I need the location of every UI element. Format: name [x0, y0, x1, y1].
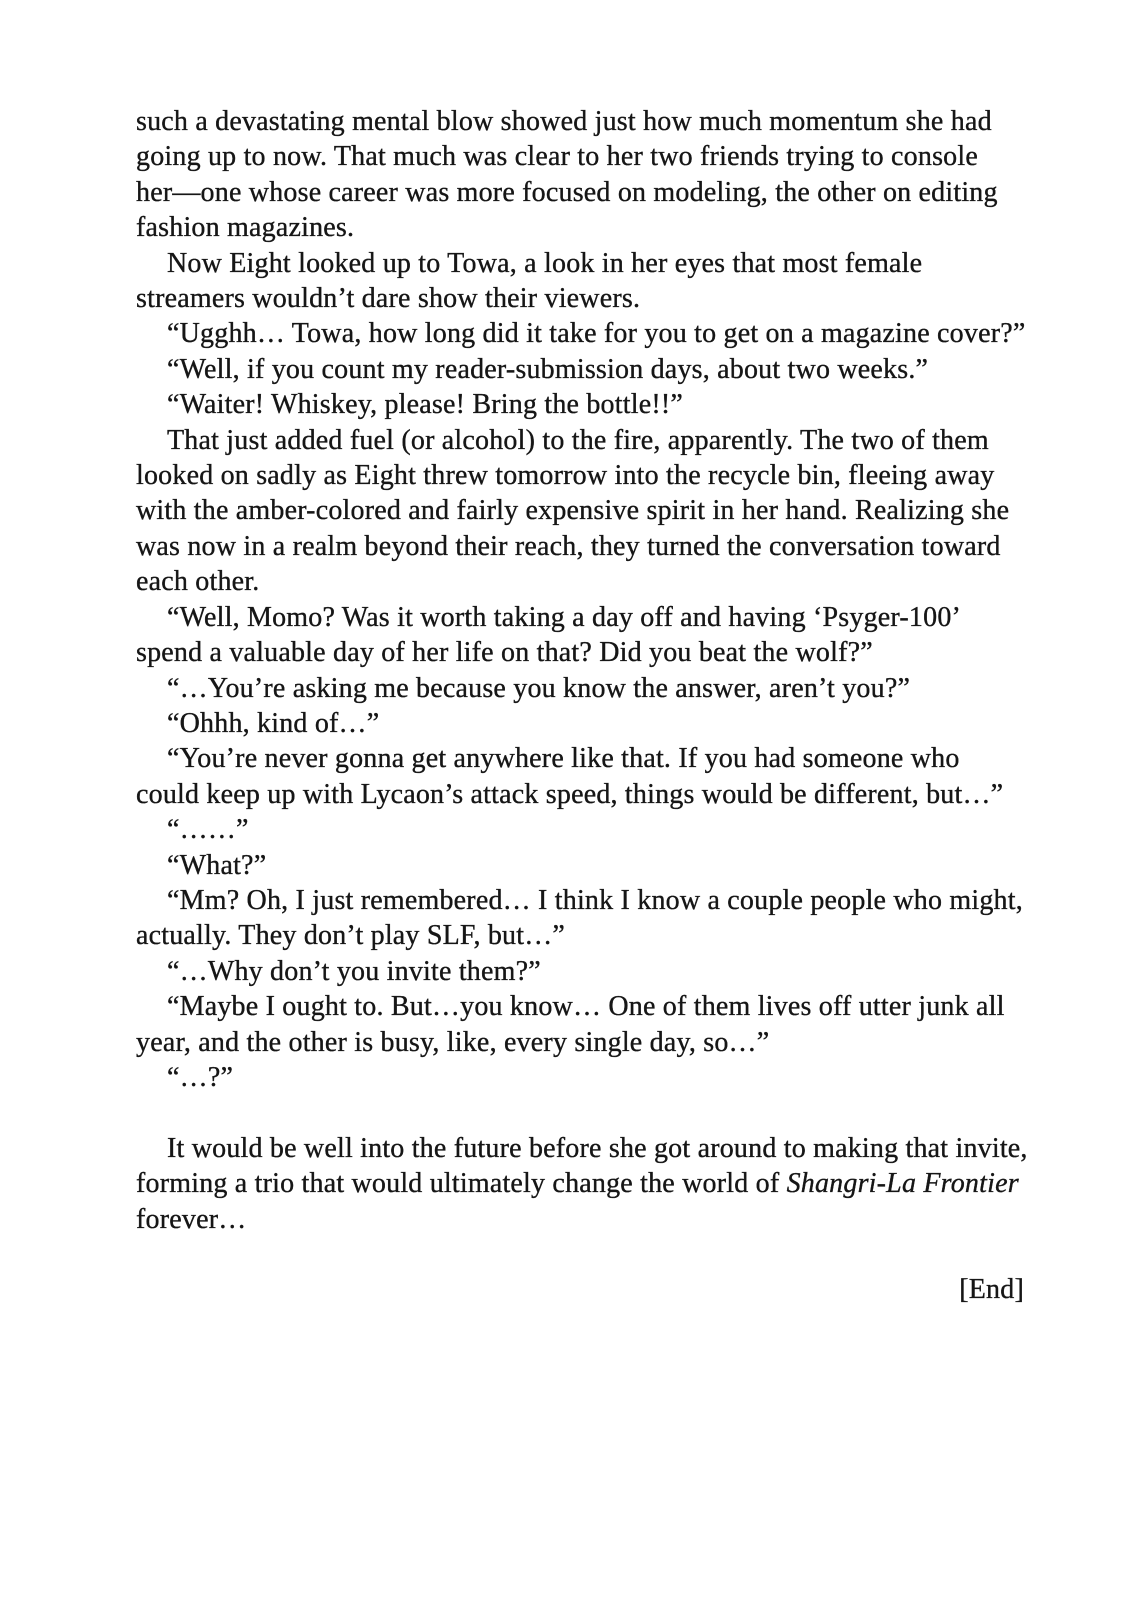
- text-segment: with the amber-colored and fairly expensive spirit in her hand. Realizing she: [136, 495, 1010, 527]
- end-marker: [End]: [959, 1273, 1024, 1305]
- text-line: [136, 706, 1024, 741]
- text-segment: actually. They don’t play SLF, but…”: [136, 920, 566, 952]
- text-line: [136, 246, 1024, 281]
- text-line: [136, 104, 1024, 139]
- text-line: [136, 918, 1024, 953]
- text-line: [136, 989, 1024, 1024]
- text-segment: each other.: [136, 566, 260, 598]
- paragraph: [136, 671, 1024, 706]
- text-segment: fashion magazines.: [136, 212, 355, 244]
- paragraph: [136, 706, 1024, 741]
- text-segment: “What?”: [167, 849, 267, 881]
- paragraph: [136, 600, 1024, 671]
- text-line: [136, 458, 1024, 493]
- text-line: [136, 352, 1024, 387]
- text-segment: Now Eight looked up to Towa, a look in her eyes that most female: [167, 247, 923, 279]
- text-segment: “…You’re asking me because you know the answer, aren’t you?”: [167, 672, 911, 704]
- text-segment: “Ugghh… Towa, how long did it take for you to get on a magazine cover?”: [167, 318, 1026, 350]
- paragraph: [136, 883, 1024, 954]
- text-segment: such a devastating mental blow showed just how much momentum she had: [136, 106, 992, 137]
- text-line: [136, 671, 1024, 706]
- text-line: [136, 883, 1024, 918]
- text-segment: could keep up with Lycaon’s attack speed, things would be different, but…”: [136, 778, 1004, 810]
- text-line: [136, 529, 1024, 564]
- paragraph: [136, 387, 1024, 422]
- text-line: [136, 812, 1024, 847]
- paragraph: [136, 812, 1024, 847]
- text-segment: forever…: [136, 1203, 247, 1235]
- paragraph: [136, 848, 1024, 883]
- text-segment: year, and the other is busy, like, every single day, so…”: [136, 1026, 770, 1058]
- text-segment: going up to now. That much was clear to her two friends trying to console: [136, 141, 978, 173]
- text-block: [136, 104, 1028, 1307]
- text-line: [136, 741, 1024, 776]
- text-segment: “Waiter! Whiskey, please! Bring the bottle!!”: [167, 389, 683, 421]
- text-line: [136, 600, 1024, 635]
- text-segment: spend a valuable day of her life on that? Did you beat the wolf?”: [136, 637, 873, 669]
- text-segment: her—one whose career was more focused on modeling, the other on editing: [136, 176, 998, 208]
- paragraph: [136, 1131, 1028, 1237]
- text-line: [136, 954, 1024, 989]
- text-segment: “…Why don’t you invite them?”: [167, 955, 541, 987]
- paragraph: [136, 989, 1024, 1060]
- text-line: [136, 281, 1024, 316]
- paragraph: [136, 104, 1024, 246]
- text-segment: “Well, if you count my reader-submission days, about two weeks.”: [167, 353, 929, 385]
- text-segment: “Mm? Oh, I just remembered… I think I know a couple people who might,: [167, 884, 1023, 916]
- text-line: [136, 175, 1024, 210]
- text-segment: was now in a realm beyond their reach, they turned the conversation toward: [136, 530, 1001, 562]
- paragraph: [136, 741, 1024, 812]
- text-segment: “Ohhh, kind of…”: [167, 707, 380, 739]
- text-line: [136, 387, 1024, 422]
- text-segment: “You’re never gonna get anywhere like that. If you had someone who: [167, 743, 960, 775]
- italic-text-segment: Shangri-La Frontier: [786, 1168, 1019, 1200]
- paragraph: [136, 352, 1024, 387]
- paragraph: [136, 423, 1024, 600]
- text-line: [136, 1060, 1024, 1095]
- text-line: [136, 210, 1024, 245]
- text-segment: streamers wouldn’t dare show their viewers.: [136, 283, 641, 315]
- paragraph: [136, 954, 1024, 989]
- paragraph: [136, 316, 1024, 351]
- text-line: [136, 1025, 1024, 1060]
- text-line: [136, 564, 1024, 599]
- text-segment: looked on sadly as Eight threw tomorrow into the recycle bin, fleeing away: [136, 460, 995, 492]
- text-line: [136, 1131, 1028, 1166]
- text-segment: That just added fuel (or alcohol) to the fire, apparently. The two of them: [167, 424, 989, 456]
- text-segment: “Maybe I ought to. But…you know… One of them lives off utter junk all: [167, 991, 1005, 1023]
- text-segment: “…?”: [167, 1061, 234, 1093]
- text-line: [136, 139, 1024, 174]
- text-line: [136, 1166, 1024, 1201]
- paragraph: [136, 1060, 1024, 1095]
- text-line: [136, 316, 1024, 351]
- text-line: [136, 777, 1024, 812]
- text-segment: “Well, Momo? Was it worth taking a day off and having ‘Psyger-100’: [167, 601, 962, 633]
- text-line: [136, 635, 1024, 670]
- text-line: [136, 423, 1024, 458]
- text-line: [136, 848, 1024, 883]
- text-line: [136, 493, 1024, 528]
- text-segment: It would be well into the future before she got around to making that invite,: [167, 1132, 1028, 1164]
- text-line: [136, 1202, 1024, 1237]
- text-segment: forming a trio that would ultimately change the world of: [136, 1168, 787, 1200]
- paragraph: [136, 246, 1024, 317]
- text-segment: “……”: [167, 814, 249, 846]
